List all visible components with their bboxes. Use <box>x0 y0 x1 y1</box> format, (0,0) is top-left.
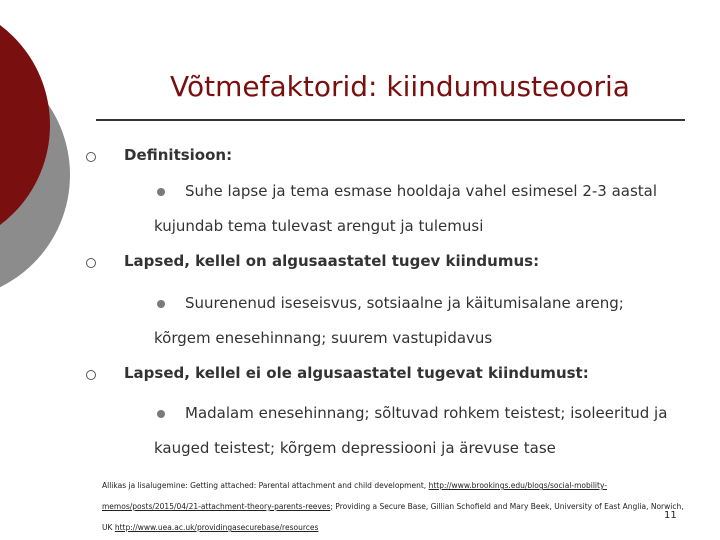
reference-text-1: Allikas ja lisalugemine: Getting attached: Parental attachment and child development, <box>102 481 427 490</box>
references <box>102 475 687 538</box>
slide-title: Võtmefaktorid: kiindumusteooria <box>170 70 630 103</box>
text-definitsioon: Suhe lapse ja tema esmase hooldaja vahel esimesel 2-3 aastal kujundab tema tulevast arengut ja tulemusi <box>154 182 658 235</box>
heading-tugev-kiindumus: Lapsed, kellel on algusaastatel tugev kiindumus: <box>124 252 540 270</box>
text-tugev-kiindumus: Suurenenud iseseisvus, sotsiaalne ja käitumisalane areng; kõrgem enesehinnang; suurem vastupidavus <box>154 294 624 347</box>
text-nork-kiindumus: Madalam enesehinnang; sõltuvad rohkem teistest; isoleeritud ja kauged teistest; kõrgem depressiooni ja ärevuse tase <box>154 404 668 457</box>
reference-link-brookings[interactable]: http://www.brookings.edu/blogs/social-mobility-memos/posts/2015/04/21-attachment-theory-parents-reeves <box>102 481 607 511</box>
bullet-1-icon <box>86 152 96 162</box>
reference-link-uea[interactable]: http://www.uea.ac.uk/providingasecurebase/resources <box>114 523 319 532</box>
bullet-2-icon <box>86 258 96 268</box>
title-divider <box>96 119 685 121</box>
bullet-3-icon <box>86 370 96 380</box>
reference-text-2: ; Providing a Secure Base, Gillian Schofield and Mary Beek, University of East Anglia, Norwich, UK <box>102 502 684 532</box>
heading-nork-kiindumus: Lapsed, kellel ei ole algusaastatel tugevat kiindumust: <box>124 364 589 382</box>
page-number: 11 <box>664 510 677 521</box>
heading-definitsioon: Definitsioon: <box>124 146 233 164</box>
decorative-circles <box>0 0 80 300</box>
